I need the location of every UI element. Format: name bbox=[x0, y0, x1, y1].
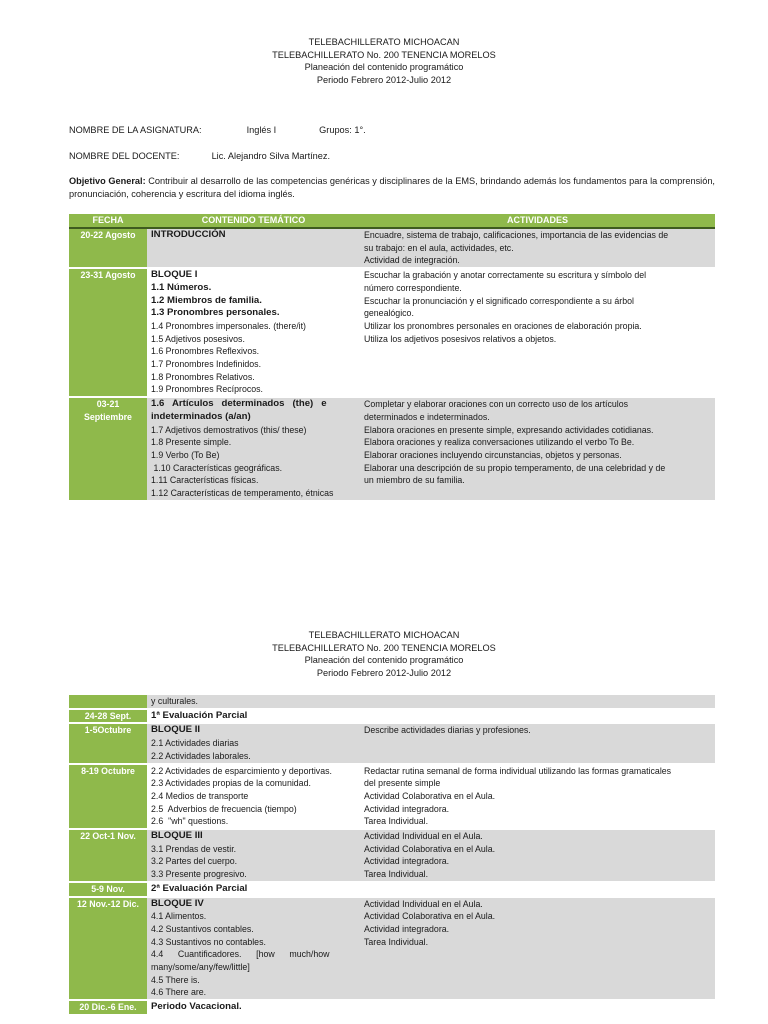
content-line: 1.9 Pronombres Recíprocos. bbox=[151, 384, 263, 395]
col-actividades-header: ACTIVIDADES bbox=[360, 214, 715, 229]
activity-line: Elabora oraciones en presente simple, expresando actividades cotidianas. bbox=[364, 424, 654, 435]
content-cell bbox=[147, 722, 360, 762]
col-fecha-header: FECHA bbox=[69, 214, 147, 229]
content-line: BLOQUE IV bbox=[151, 897, 204, 909]
content-line: 1.6 Artículos determinados (the) e bbox=[151, 398, 327, 410]
activity-line: Actividad Individual en el Aula. bbox=[364, 831, 483, 842]
date-cell: 20-22 Agosto bbox=[69, 229, 147, 267]
content-line: 1ª Evaluación Parcial bbox=[151, 709, 248, 721]
header-line4: Periodo Febrero 2012-Julio 2012 bbox=[316, 74, 452, 85]
content-line: 1.12 Características de temperamento, étnicas bbox=[151, 488, 334, 499]
content-line: 1.1 Números. bbox=[151, 281, 212, 293]
content-line: 3.2 Partes del cuerpo. bbox=[151, 856, 238, 867]
date-cell: 8-19 Octubre bbox=[69, 763, 147, 829]
table-row bbox=[69, 881, 715, 896]
activities-cell bbox=[360, 229, 715, 267]
activities-cell bbox=[360, 396, 715, 500]
content-line: 1.9 Verbo (To Be) bbox=[151, 449, 220, 460]
content-line: 2ª Evaluación Parcial bbox=[151, 882, 248, 894]
content-line: 3.1 Prendas de vestir. bbox=[151, 843, 237, 854]
content-cell bbox=[147, 896, 360, 1000]
content-cell bbox=[147, 999, 360, 1014]
table-row bbox=[69, 708, 715, 723]
content-line: BLOQUE III bbox=[151, 830, 203, 842]
header-line4: Periodo Febrero 2012-Julio 2012 bbox=[316, 667, 452, 678]
table-row bbox=[69, 763, 715, 829]
activity-line: Escuchar la pronunciación y el significado correspondiente a su árbol bbox=[364, 295, 634, 306]
content-line: 2.2 Actividades de esparcimiento y deportivas. bbox=[151, 765, 332, 776]
teacher-line bbox=[69, 151, 330, 161]
content-cell bbox=[147, 695, 360, 708]
activity-line: Actividad integradora. bbox=[364, 923, 450, 934]
content-cell bbox=[147, 229, 360, 267]
content-line: 2.4 Medios de transporte bbox=[151, 790, 249, 801]
activity-line: su trabajo: en el aula, actividades, etc. bbox=[364, 242, 514, 253]
activities-cell bbox=[360, 999, 715, 1014]
teacher-value: Lic. Alejandro Silva Martínez. bbox=[211, 151, 331, 161]
date-cell: 22 Oct-1 Nov. bbox=[69, 828, 147, 881]
content-line: 4.2 Sustantivos contables. bbox=[151, 923, 254, 934]
objective-label: Objetivo General: bbox=[69, 176, 146, 186]
header-line3: Planeación del contenido programático bbox=[304, 655, 464, 666]
activity-line: Encuadre, sistema de trabajo, calificaciones, importancia de las evidencias de bbox=[364, 230, 669, 240]
objective-text: Contribuir al desarrollo de las competencias genéricas y disciplinares de la EMS, brindando además los fundamentos para la comprensión, pronunciación, coherencia y escritura del idioma inglés. bbox=[69, 176, 715, 199]
content-line: 1.7 Adjetivos demostrativos (this/ these) bbox=[151, 424, 307, 435]
header-line2: TELEBACHILLERATO No. 200 TENENCIA MORELOS bbox=[272, 49, 496, 60]
activity-line: Tarea Individual. bbox=[364, 936, 429, 947]
activity-line: número correspondiente. bbox=[364, 282, 462, 293]
content-line: 1.10 Características geográficas. bbox=[151, 462, 283, 473]
content-line: 3.3 Presente progresivo. bbox=[151, 869, 247, 880]
table-row bbox=[69, 396, 715, 500]
activity-line: Utilizar los pronombres personales en oraciones de elaboración propia. bbox=[364, 320, 642, 331]
date-cell: 1-5Octubre bbox=[69, 722, 147, 762]
content-line: 1.8 Presente simple. bbox=[151, 437, 232, 448]
activity-line: Tarea Individual. bbox=[364, 869, 429, 880]
general-objective bbox=[69, 175, 715, 201]
activities-cell bbox=[360, 267, 715, 396]
activity-line: Escuchar la grabación y anotar correctamente su escritura y símbolo del bbox=[364, 270, 647, 281]
activities-cell bbox=[360, 828, 715, 881]
activity-line: un miembro de su familia. bbox=[364, 475, 465, 486]
activity-line: del presente simple bbox=[364, 778, 441, 789]
plan-table-page1 bbox=[69, 214, 715, 500]
content-line: 1.2 Miembros de familia. bbox=[151, 294, 262, 306]
table-row bbox=[69, 722, 715, 762]
content-line: Periodo Vacacional. bbox=[151, 1001, 242, 1013]
date-cell: 03-21 Septiembre bbox=[69, 396, 147, 500]
activity-line: Actividad Colaborativa en el Aula. bbox=[364, 843, 496, 854]
content-line: 2.3 Actividades propias de la comunidad. bbox=[151, 778, 311, 789]
content-line: 1.11 Características físicas. bbox=[151, 475, 259, 486]
content-line: 1.4 Pronombres impersonales. (there/it) bbox=[151, 320, 306, 331]
table-row bbox=[69, 828, 715, 881]
content-line: 4.3 Sustantivos no contables. bbox=[151, 936, 266, 947]
content-line: 1.5 Adjetivos posesivos. bbox=[151, 333, 245, 344]
date-cell: 23-31 Agosto bbox=[69, 267, 147, 396]
activities-cell bbox=[360, 881, 715, 896]
activity-line: Elaborar oraciones incluyendo circunstancias, objetos y personas. bbox=[364, 449, 622, 460]
activity-line: Completar y elaborar oraciones con un correcto uso de los artículos bbox=[364, 399, 629, 410]
content-cell bbox=[147, 708, 360, 723]
table-row bbox=[69, 896, 715, 1000]
header-line2: TELEBACHILLERATO No. 200 TENENCIA MORELOS bbox=[272, 642, 496, 653]
content-line: 1.3 Pronombres personales. bbox=[151, 307, 280, 319]
header-line3: Planeación del contenido programático bbox=[304, 62, 464, 73]
activity-line: Elabora oraciones y realiza conversaciones utilizando el verbo To Be. bbox=[364, 437, 635, 448]
activity-line: Describe actividades diarias y profesiones. bbox=[364, 725, 531, 736]
activity-line: Utiliza los adjetivos posesivos relativos a objetos. bbox=[364, 333, 557, 344]
header-line1: TELEBACHILLERATO MICHOACAN bbox=[308, 37, 460, 47]
activity-line: genealógico. bbox=[364, 308, 414, 319]
content-line: many/some/any/few/little] bbox=[151, 962, 250, 973]
content-cell bbox=[147, 763, 360, 829]
activity-line: Elaborar una descripción de su propio temperamento, de una celebridad y de bbox=[364, 462, 666, 473]
activities-cell bbox=[360, 722, 715, 762]
date-cell bbox=[69, 695, 147, 708]
table-row bbox=[69, 695, 715, 708]
date-cell: 5-9 Nov. bbox=[69, 881, 147, 896]
content-line: 2.5 Adverbios de frecuencia (tiempo) bbox=[151, 803, 297, 814]
col-contenido-header: CONTENIDO TEMÁTICO bbox=[147, 214, 360, 229]
date-cell: 24-28 Sept. bbox=[69, 708, 147, 723]
activity-line: Redactar rutina semanal de forma individual utilizando las formas gramaticales bbox=[364, 765, 672, 776]
content-line: 2.6 "wh" questions. bbox=[151, 816, 229, 827]
content-line: INTRODUCCIÓN bbox=[151, 229, 226, 240]
activities-cell bbox=[360, 763, 715, 829]
content-line: 1.7 Pronombres Indefinidos. bbox=[151, 359, 262, 370]
subject-line bbox=[69, 125, 366, 135]
teacher-label: NOMBRE DEL DOCENTE: bbox=[69, 151, 180, 161]
activities-cell bbox=[360, 896, 715, 1000]
activities-cell bbox=[360, 695, 715, 708]
date-cell: 12 Nov.-12 Dic. bbox=[69, 896, 147, 1000]
content-cell bbox=[147, 396, 360, 500]
content-cell bbox=[147, 267, 360, 396]
date-cell: 20 Dic.-6 Ene. bbox=[69, 999, 147, 1014]
content-line: 1.6 Pronombres Reflexivos. bbox=[151, 346, 260, 357]
table-row bbox=[69, 229, 715, 267]
activity-line: determinados e indeterminados. bbox=[364, 411, 490, 422]
content-line: 4.4 Cuantificadores. [how much/how bbox=[151, 949, 330, 960]
plan-table-page2 bbox=[69, 695, 715, 1014]
activity-line: Actividad integradora. bbox=[364, 856, 450, 867]
activity-line: Actividad Colaborativa en el Aula. bbox=[364, 911, 496, 922]
content-line: y culturales. bbox=[151, 696, 198, 706]
table-row bbox=[69, 267, 715, 396]
content-line: 4.1 Alimentos. bbox=[151, 911, 207, 922]
group-label: Grupos: 1°. bbox=[319, 125, 366, 135]
subject-label: NOMBRE DE LA ASIGNATURA: bbox=[69, 125, 202, 135]
content-cell bbox=[147, 828, 360, 881]
activity-line: Actividad de integración. bbox=[364, 255, 460, 266]
activity-line: Actividad integradora. bbox=[364, 803, 450, 814]
content-line: 1.8 Pronombres Relativos. bbox=[151, 371, 255, 382]
activity-line: Actividad Colaborativa en el Aula. bbox=[364, 790, 496, 801]
content-line: BLOQUE II bbox=[151, 724, 201, 736]
header-line1: TELEBACHILLERATO MICHOACAN bbox=[308, 630, 460, 640]
content-line: 4.5 There is. bbox=[151, 974, 200, 985]
content-line: 4.6 There are. bbox=[151, 987, 207, 998]
activity-line: Tarea Individual. bbox=[364, 816, 429, 827]
content-line: 2.1 Actividades diarias bbox=[151, 738, 239, 749]
activity-line: Actividad Individual en el Aula. bbox=[364, 898, 483, 909]
page1-header bbox=[0, 36, 768, 86]
page2-header bbox=[0, 629, 768, 679]
content-line: indeterminados (a/an) bbox=[151, 410, 251, 422]
activities-cell bbox=[360, 708, 715, 723]
subject-value: Inglés I bbox=[246, 125, 277, 135]
content-line: BLOQUE I bbox=[151, 269, 198, 281]
content-cell bbox=[147, 881, 360, 896]
table-row bbox=[69, 999, 715, 1014]
content-line: 2.2 Actividades laborales. bbox=[151, 750, 251, 761]
